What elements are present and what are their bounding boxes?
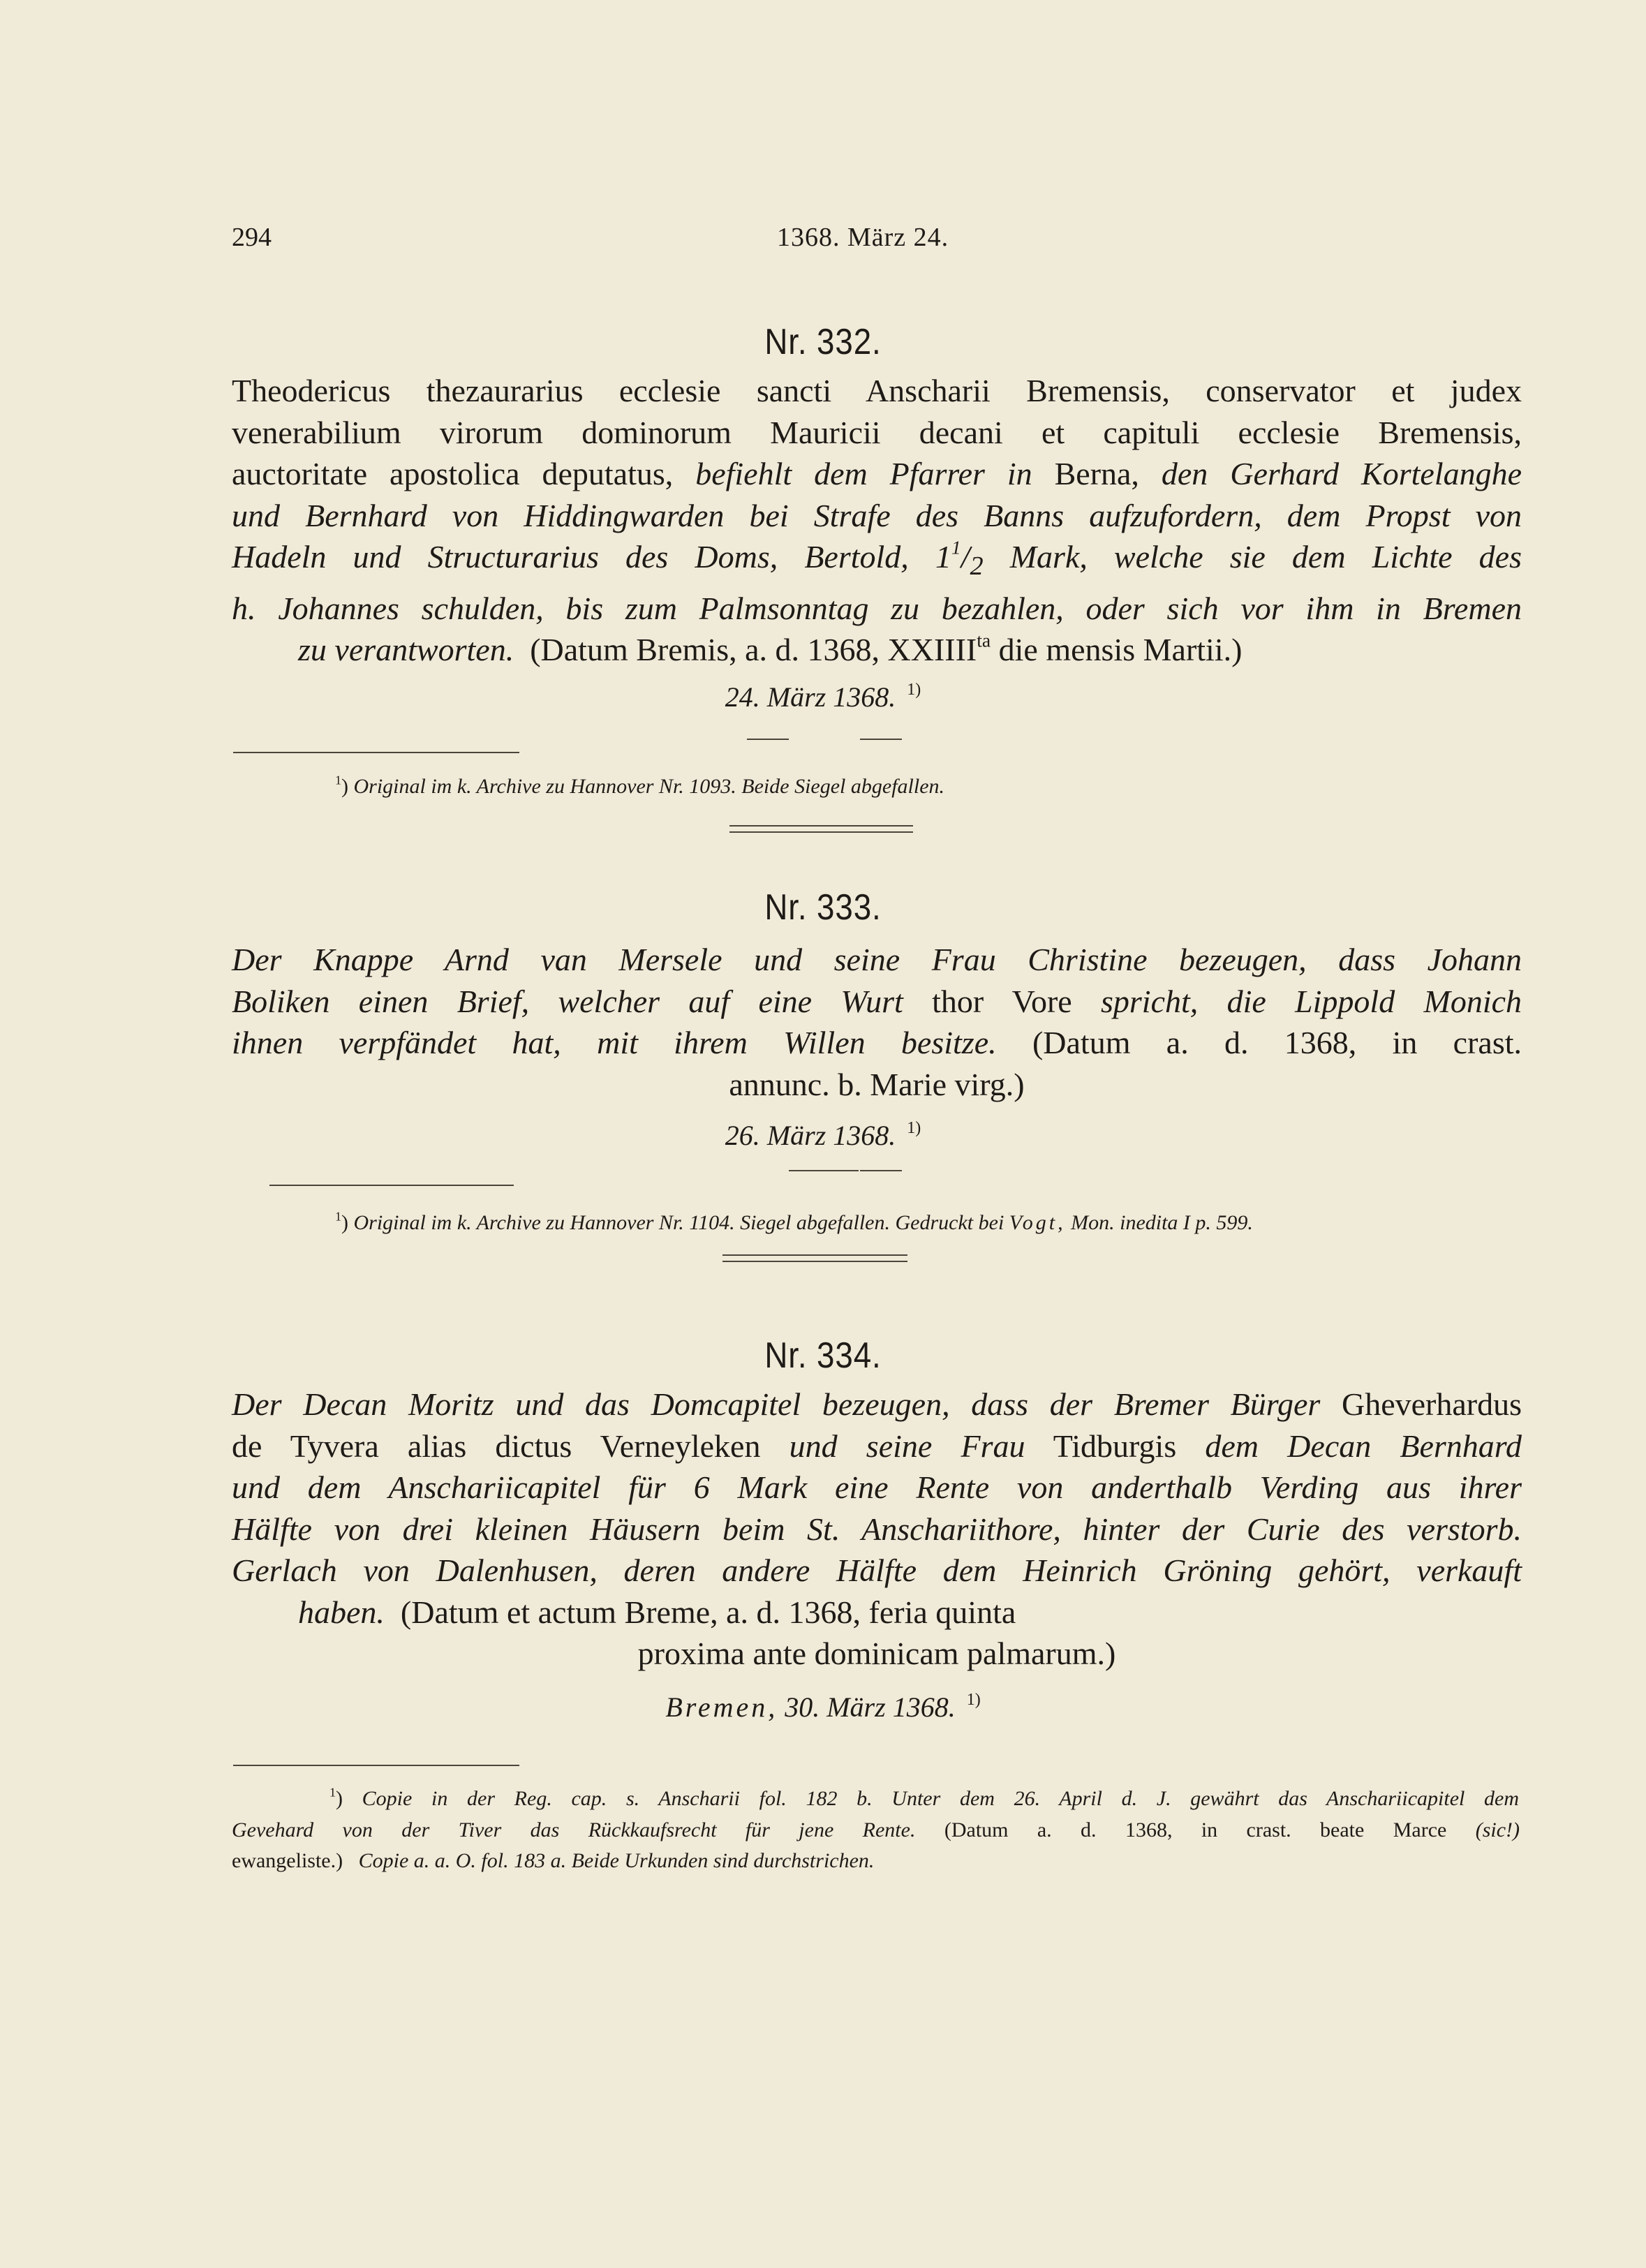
entry-333-footnote: $^1$) Original im k. Archive zu Hannover Nr. 1104. Siegel abgefallen. Gedruckt bei Vogt, Mon. inedita I p. 599. [335,1209,1253,1234]
regest-line: Hadeln und Structurarius des Doms, Bertold, $1^1/_2$ Mark, welche sie dem Lichte des [232,536,1522,581]
regest-line: Theodericus thezaurarius ecclesie sancti Anscharii Bremensis, conservator et judex [232,373,1522,408]
regest-line: proxima ante dominicam palmarum.) [637,1636,1116,1671]
regest-line: h. Johannes schulden, bis zum Palmsonntag zu bezahlen, oder sich vor ihm in Bremen [232,590,1522,626]
separator-rule [747,739,789,740]
separator-rule [860,739,902,740]
regest-line: zu verantworten. (Datum Bremis, a. d. 1368, $XXIIII^{ta}$ die mensis Martii.) [298,629,1243,668]
section-divider [729,825,913,833]
regest-line: und dem Anschariicapitel für 6 Mark eine Rente von anderthalb Verding aus ihrer [232,1469,1522,1505]
regest-line: Boliken einen Brief, welcher auf eine Wurt thor Vore spricht, die Lippold Monich [232,983,1522,1019]
section-divider [722,1254,907,1262]
entry-333-date: 26. März 1368. $^{1)}$ [725,1119,921,1151]
regest-line: und Bernhard von Hiddingwarden bei Strafe des Banns aufzufordern, dem Propst von [232,497,1522,533]
entry-334-date: Bremen, 30. März 1368. $^{1)}$ [665,1691,981,1723]
regest-line: Gerlach von Dalenhusen, deren andere Hälfte dem Heinrich Gröning gehört, verkauft [232,1552,1522,1588]
regest-line: Der Knappe Arnd van Mersele und seine Frau Christine bezeugen, dass Johann [232,942,1522,977]
footnote-rule [233,1765,519,1766]
page-number: 294 [232,223,272,252]
entry-334-footnote-cont: Gevehard von der Tiver das Rückkaufsrecht für jene Rente. (Datum a. d. 1368, in crast. beate Marce (sic!) ewangeliste.) Copie a. a. O. fol. 183 a. Beide Urkunden sind durchstrichen. [232,1818,1520,1872]
regest-line: Der Decan Moritz und das Domcapitel bezeugen, dass der Bremer Bürger Gheverhardus [232,1386,1522,1422]
footnote-rule [269,1185,514,1186]
footnote-rule [233,752,519,753]
running-date: 1368. März 24. [777,223,949,252]
regest-line: annunc. b. Marie virg.) [729,1066,1025,1102]
entry-334-footnote: $^1$) Copie in der Reg. cap. s. Anscharii fol. 182 b. Unter dem 26. April d. J. gewährt das Anschariicapitel dem [329,1785,1519,1810]
entry-333-title: Nr. 333. [764,887,882,928]
separator-rule [789,1170,859,1171]
regest-line: haben. (Datum et actum Breme, a. d. 1368, feria quinta [298,1594,1016,1630]
entry-332-footnote: $^1$) Original im k. Archive zu Hannover Nr. 1093. Beide Siegel abgefallen. [335,773,945,798]
entry-334-title: Nr. 334. [764,1335,882,1376]
regest-line: de Tyvera alias dictus Verneyleken und seine Frau Tidburgis dem Decan Bernhard [232,1428,1522,1464]
entry-333-regest [232,939,1522,1105]
entry-332-date: 24. März 1368. $^{1)}$ [725,681,921,713]
regest-line: Hälfte von drei kleinen Häusern beim St. Anschariithore, hinter der Curie des verstorb. [232,1511,1522,1547]
regest-line: venerabilium virorum dominorum Mauricii decani et capituli ecclesie Bremensis, [232,414,1522,450]
regest-line: ihnen verpfändet hat, mit ihrem Willen besitze. (Datum a. d. 1368, in crast. [232,1025,1522,1060]
entry-332-regest [232,370,1522,671]
separator-rule [860,1170,902,1171]
entry-334-regest [232,1384,1522,1675]
regest-line: auctoritate apostolica deputatus, befiehlt dem Pfarrer in Berna, den Gerhard Kortelanghe [232,456,1522,491]
entry-332-title: Nr. 332. [764,322,882,362]
